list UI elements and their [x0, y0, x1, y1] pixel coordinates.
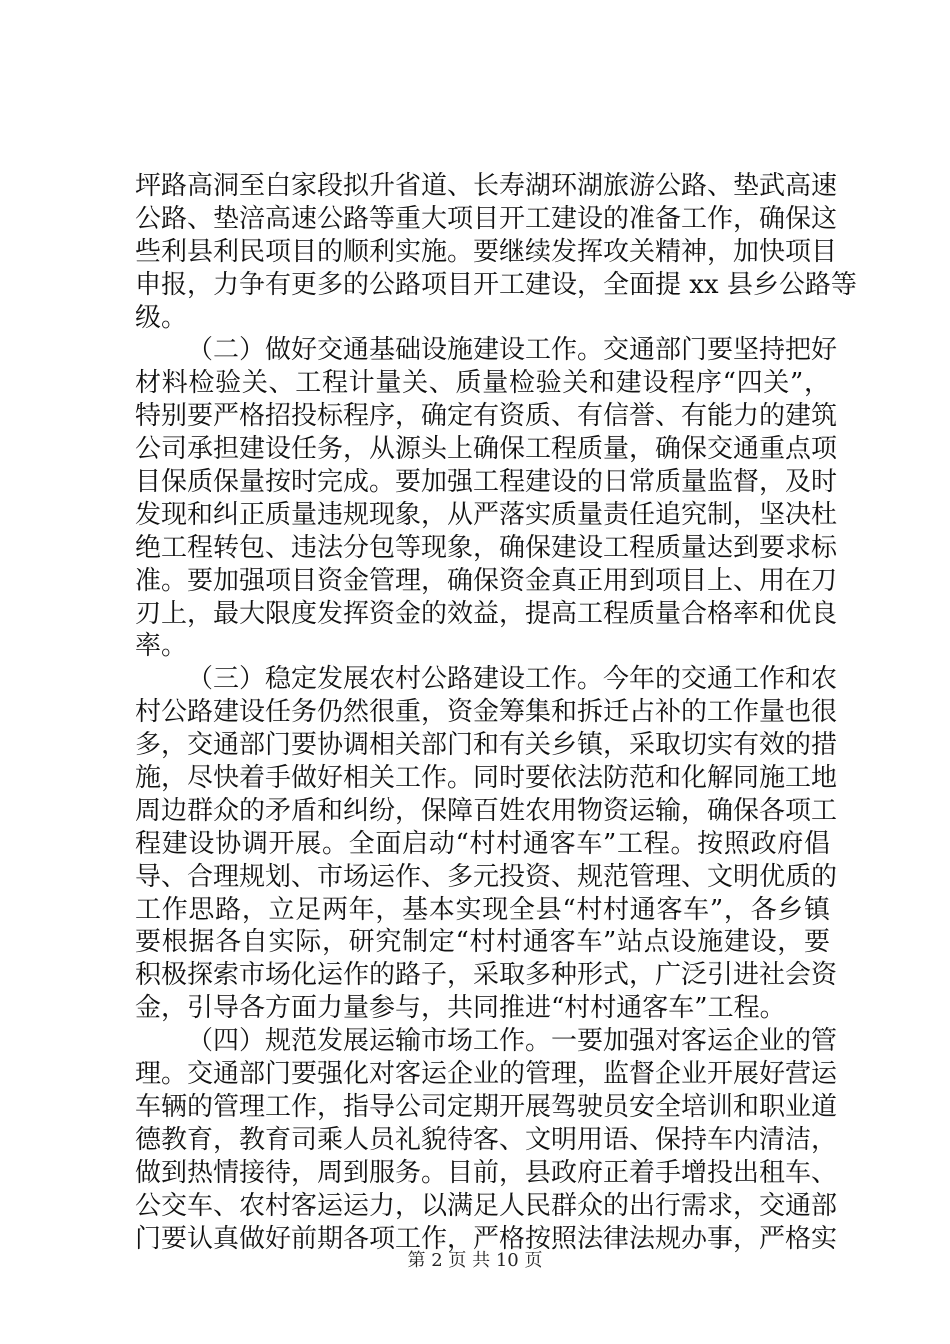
text-line: 公司承担建设任务，从源头上确保工程质量，确保交通重点项 — [135, 434, 838, 465]
text-line: 车辆的管理工作，指导公司定期开展驾驶员安全培训和职业道 — [135, 1091, 838, 1122]
text-line: 村公路建设任务仍然很重，资金筹集和拆迁占补的工作量也很 — [135, 697, 838, 728]
text-line: 材料检验关、工程计量关、质量检验关和建设程序“四关”， — [135, 368, 830, 399]
text-line: 特别要严格招投标程序，确定有资质、有信誉、有能力的建筑 — [135, 401, 838, 432]
text-line: 要根据各自实际，研究制定“村村通客车”站点设施建设，要 — [135, 927, 830, 958]
text-line: 导、合理规划、市场运作、多元投资、规范管理、文明优质的 — [135, 861, 838, 892]
text-line: 目保质保量按时完成。要加强工程建设的日常质量监督，及时 — [135, 467, 838, 498]
text-line: 申报，力争有更多的公路项目开工建设，全面提 xx 县乡公路等 — [135, 269, 857, 300]
text-line: 金，引导各方面力量参与，共同推进“村村通客车”工程。 — [135, 993, 786, 1024]
text-line: 积极探索市场化运作的路子，采取多种形式，广泛引进社会资 — [135, 960, 838, 991]
text-line: （三）稳定发展农村公路建设工作。今年的交通工作和农 — [187, 664, 838, 695]
text-line: 公路、垫涪高速公路等重大项目开工建设的准备工作，确保这 — [135, 203, 838, 234]
text-line: 门要认真做好前期各项工作，严格按照法律法规办事，严格实 — [135, 1223, 838, 1254]
text-line: 准。要加强项目资金管理，确保资金真正用到项目上、用在刀 — [135, 565, 838, 596]
text-line: 工作思路，立足两年，基本实现全县“村村通客车”，各乡镇 — [135, 894, 830, 925]
text-line: 级。 — [135, 302, 188, 333]
text-line: 多，交通部门要协调相关部门和有关乡镇，采取切实有效的措 — [135, 730, 838, 761]
body-text — [135, 170, 857, 1255]
text-line: 德教育，教育司乘人员礼貌待客、文明用语、保持车内清洁， — [135, 1124, 838, 1155]
text-line: 发现和纠正质量违规现象，从严落实质量责任追究制，坚决杜 — [135, 499, 838, 530]
text-line: 做到热情接待，周到服务。目前，县政府正着手增投出租车、 — [135, 1157, 838, 1188]
text-line: 周边群众的矛盾和纠纷，保障百姓农用物资运输，确保各项工 — [135, 795, 838, 826]
page-footer: 第 2 页 共 10 页 — [407, 1250, 543, 1271]
text-line: （二）做好交通基础设施建设工作。交通部门要坚持把好 — [187, 335, 838, 366]
text-line: 绝工程转包、违法分包等现象，确保建设工程质量达到要求标 — [135, 532, 838, 563]
text-line: 刃上，最大限度发挥资金的效益，提高工程质量合格率和优良 — [135, 598, 838, 629]
text-line: 率。 — [135, 631, 188, 662]
text-line: 些利县利民项目的顺利实施。要继续发挥攻关精神，加快项目 — [135, 236, 838, 267]
text-line: 程建设协调开展。全面启动“村村通客车”工程。按照政府倡 — [135, 828, 830, 859]
text-lines — [135, 170, 857, 1255]
text-line: 施，尽快着手做好相关工作。同时要依法防范和化解同施工地 — [135, 763, 838, 794]
text-line: 公交车、农村客运运力，以满足人民群众的出行需求，交通部 — [135, 1190, 838, 1221]
text-line: （四）规范发展运输市场工作。一要加强对客运企业的管 — [187, 1026, 838, 1057]
text-line: 坪路高洞至白家段拟升省道、长寿湖环湖旅游公路、垫武高速 — [135, 171, 838, 201]
text-line: 理。交通部门要强化对客运企业的管理，监督企业开展好营运 — [135, 1059, 838, 1090]
